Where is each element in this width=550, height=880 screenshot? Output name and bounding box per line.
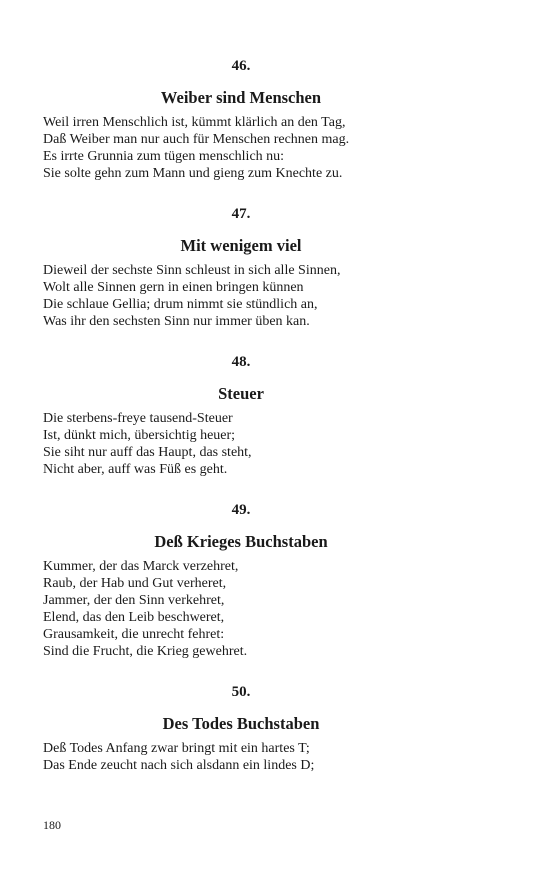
poem-number: 47. [231, 206, 251, 222]
poem-lines [43, 740, 439, 774]
poem-line: Sie solte gehn zum Mann und gieng zum Knechte zu. [43, 166, 343, 181]
poem-line: Jammer, der den Sinn verkehret, [43, 593, 225, 608]
poem-line: Deß Todes Anfang zwar bringt mit ein hartes T; [43, 741, 310, 756]
poem-line: Ist, dünkt mich, übersichtig heuer; [43, 428, 236, 443]
poem-title: Deß Krieges Buchstaben [154, 532, 328, 551]
poem-line: Weil irren Menschlich ist, kümmt klärlich an den Tag, [43, 115, 346, 130]
poem-line: Raub, der Hab und Gut verheret, [43, 576, 227, 591]
poem-title: Weiber sind Menschen [160, 88, 322, 107]
poem-line: Sie siht nur auff das Haupt, das steht, [43, 445, 252, 460]
poem-title: Mit wenigem viel [180, 236, 302, 255]
poem-line: Elend, das den Leib beschweret, [43, 610, 225, 625]
poem-line: Was ihr den sechsten Sinn nur immer üben kan. [43, 314, 310, 329]
poem-lines [43, 262, 439, 330]
poem-line: Wolt alle Sinnen gern in einen bringen künnen [43, 280, 304, 295]
poem-line: Die schlaue Gellia; drum nimmt sie stündlich an, [43, 297, 318, 312]
poem-lines [43, 558, 439, 660]
poem-50 [43, 682, 439, 774]
poem-number: 50. [231, 684, 251, 700]
poem-lines [43, 114, 439, 182]
poem-48 [43, 352, 439, 478]
poem-line: Das Ende zeucht nach sich alsdann ein lindes D; [43, 758, 315, 773]
poem-lines [43, 410, 439, 478]
poem-line: Sind die Frucht, die Krieg gewehret. [43, 644, 248, 659]
poem-line: Dieweil der sechste Sinn schleust in sich alle Sinnen, [43, 263, 341, 278]
book-page [43, 56, 439, 774]
poem-line: Daß Weiber man nur auch für Menschen rechnen mag. [43, 132, 350, 147]
page-number: 180 [43, 818, 61, 832]
poem-number: 48. [231, 354, 251, 370]
poem-title: Steuer [218, 384, 264, 403]
poem-line: Es irrte Grunnia zum tügen menschlich nu: [43, 149, 285, 164]
poem-46 [43, 56, 439, 182]
poem-line: Die sterbens-freye tausend-Steuer [43, 411, 233, 426]
poem-number: 46. [231, 58, 251, 74]
poem-line: Nicht aber, auff was Füß es geht. [43, 462, 228, 477]
poem-47 [43, 204, 439, 330]
poem-line: Grausamkeit, die unrecht fehret: [43, 627, 225, 642]
poem-number: 49. [231, 502, 251, 518]
poem-49 [43, 500, 439, 660]
poem-title: Des Todes Buchstaben [162, 714, 320, 733]
poem-line: Kummer, der das Marck verzehret, [43, 559, 239, 574]
